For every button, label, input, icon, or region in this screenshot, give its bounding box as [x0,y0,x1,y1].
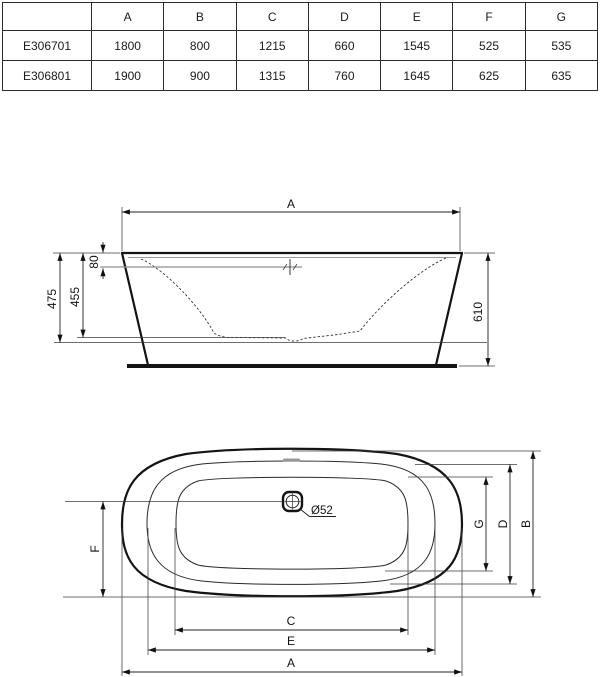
value-cell: 760 [308,61,380,91]
dim-overall-length [122,528,462,676]
dim-waterline-depth [53,242,120,279]
model-number: E306701 [3,31,92,61]
value-cell: 1645 [381,61,453,91]
dim-label-610: 610 [471,301,485,323]
dim-label-d: D [496,519,510,529]
inner-basin-profile [141,258,446,341]
value-cell: 1545 [381,31,453,61]
drain [283,492,336,517]
side-elevation-view [45,197,495,366]
dim-overall-width [63,451,541,597]
dim-overall-height [459,253,495,366]
value-cell: 1900 [92,61,164,91]
header-cell-a: A [92,3,164,31]
dim-label-drain-diameter: Ø52 [311,505,333,517]
plan-view [63,449,541,676]
rim-inner-outline [147,461,435,584]
centerline-marker [283,259,297,275]
dim-label-c: C [286,614,296,628]
model-number: E306801 [3,61,92,91]
overflow-slot [283,459,300,462]
dim-label-b: B [519,519,533,529]
value-cell: 1215 [236,31,308,61]
value-cell: 635 [525,61,597,91]
dim-label-f: F [88,545,102,553]
dim-drain-offset [65,502,283,598]
dim-basin-width [390,465,517,585]
tub-profile [100,253,462,366]
value-cell: 1800 [92,31,164,61]
tub-outlines [122,449,462,597]
value-cell: 625 [453,61,525,91]
value-cell: 1315 [236,61,308,91]
header-cell-b: B [164,3,236,31]
dim-label-side-a: A [286,197,296,211]
value-cell: 900 [164,61,236,91]
dim-label-e: E [286,634,296,648]
header-cell-e: E [381,3,453,31]
value-cell: 660 [308,31,380,61]
value-cell: 800 [164,31,236,61]
value-cell: 535 [525,31,597,61]
dim-side-overall-width [122,197,460,251]
outer-rim-outline [122,449,462,597]
dim-label-g: G [472,519,486,529]
dim-label-plan-a: A [286,656,296,670]
dim-label-80: 80 [87,255,101,269]
dim-label-455: 455 [68,286,82,308]
header-cell-d: D [308,3,380,31]
header-cell-g: G [525,3,597,31]
header-cell-f: F [453,3,525,31]
value-cell: 525 [453,31,525,61]
header-cell-c: C [236,3,308,31]
dim-label-475: 475 [45,288,59,310]
